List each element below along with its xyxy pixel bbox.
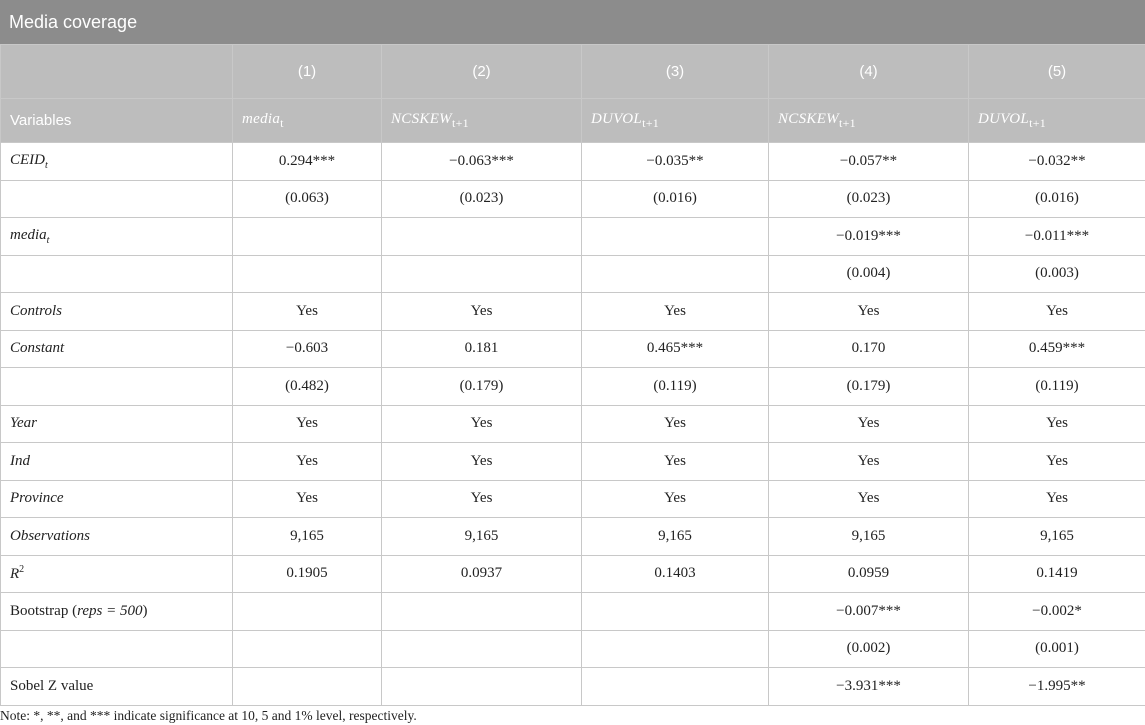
table-row bbox=[1, 593, 1145, 631]
column-name: media$_t$ bbox=[233, 99, 382, 143]
column-number: (2) bbox=[382, 45, 582, 99]
row-label bbox=[1, 630, 233, 668]
table-cell: Yes bbox=[382, 480, 582, 518]
table-cell: 0.465*** bbox=[582, 330, 769, 368]
row-label: Year bbox=[1, 405, 233, 443]
row-label bbox=[1, 255, 233, 293]
table-cell: (0.001) bbox=[969, 630, 1145, 668]
table-cell: −0.603 bbox=[233, 330, 382, 368]
table-row bbox=[1, 668, 1145, 706]
row-label: Ind bbox=[1, 443, 233, 481]
table-cell: (0.016) bbox=[969, 180, 1145, 218]
row-label: Controls bbox=[1, 293, 233, 331]
table-cell: (0.023) bbox=[382, 180, 582, 218]
table-cell: 0.170 bbox=[769, 330, 969, 368]
table-row bbox=[1, 630, 1145, 668]
table-cell bbox=[382, 593, 582, 631]
table-cell bbox=[582, 668, 769, 706]
table-cell: Yes bbox=[233, 293, 382, 331]
table-cell: 0.1419 bbox=[969, 555, 1145, 593]
table-row bbox=[1, 518, 1145, 556]
row-label: Bootstrap (reps = 500) bbox=[1, 593, 233, 631]
row-label: Province bbox=[1, 480, 233, 518]
table-cell: (0.482) bbox=[233, 368, 382, 406]
table-cell: 0.181 bbox=[382, 330, 582, 368]
table-cell: (0.119) bbox=[582, 368, 769, 406]
table-cell: −3.931*** bbox=[769, 668, 969, 706]
table-cell: −0.035** bbox=[582, 143, 769, 181]
table-cell bbox=[582, 630, 769, 668]
table-row bbox=[1, 293, 1145, 331]
table-cell: (0.003) bbox=[969, 255, 1145, 293]
table-cell: Yes bbox=[233, 480, 382, 518]
table-cell: (0.004) bbox=[769, 255, 969, 293]
regression-table bbox=[0, 44, 1145, 706]
table-cell: 0.294*** bbox=[233, 143, 382, 181]
table-cell bbox=[382, 668, 582, 706]
row-label: Constant bbox=[1, 330, 233, 368]
table-cell: Yes bbox=[769, 480, 969, 518]
table-cell: −0.002* bbox=[969, 593, 1145, 631]
table-cell: Yes bbox=[769, 293, 969, 331]
table-cell: Yes bbox=[769, 443, 969, 481]
table-cell: (0.063) bbox=[233, 180, 382, 218]
column-name: $DUVOL_{t+1}$ bbox=[582, 99, 769, 143]
table-cell bbox=[582, 218, 769, 256]
column-number: (3) bbox=[582, 45, 769, 99]
table-row bbox=[1, 555, 1145, 593]
table-cell: 9,165 bbox=[969, 518, 1145, 556]
column-number: (1) bbox=[233, 45, 382, 99]
table-cell: Yes bbox=[969, 443, 1145, 481]
table-cell: Yes bbox=[382, 443, 582, 481]
table-cell: (0.002) bbox=[769, 630, 969, 668]
table-cell: Yes bbox=[582, 480, 769, 518]
table-cell: 0.1403 bbox=[582, 555, 769, 593]
table-row bbox=[1, 255, 1145, 293]
table-cell bbox=[382, 218, 582, 256]
table-cell: Yes bbox=[969, 293, 1145, 331]
table-cell bbox=[582, 593, 769, 631]
table-row bbox=[1, 143, 1145, 181]
row-label: $CEID_t$ bbox=[1, 143, 233, 181]
table-cell bbox=[382, 630, 582, 668]
table-row bbox=[1, 480, 1145, 518]
column-number: (5) bbox=[969, 45, 1145, 99]
table-cell: (0.016) bbox=[582, 180, 769, 218]
table-cell: Yes bbox=[382, 405, 582, 443]
row-label: Sobel Z value bbox=[1, 668, 233, 706]
table-row bbox=[1, 330, 1145, 368]
table-row bbox=[1, 180, 1145, 218]
table-cell: −0.007*** bbox=[769, 593, 969, 631]
table-cell: −0.019*** bbox=[769, 218, 969, 256]
table-body bbox=[1, 143, 1145, 706]
table-cell: Yes bbox=[582, 443, 769, 481]
column-name: $DUVOL_{t+1}$ bbox=[969, 99, 1145, 143]
table-row bbox=[1, 405, 1145, 443]
table-cell: (0.119) bbox=[969, 368, 1145, 406]
table-cell bbox=[233, 593, 382, 631]
table-cell bbox=[233, 255, 382, 293]
table-cell bbox=[233, 668, 382, 706]
table-cell: 9,165 bbox=[233, 518, 382, 556]
table-cell: Yes bbox=[582, 293, 769, 331]
table-cell: Yes bbox=[969, 480, 1145, 518]
header-row-names bbox=[1, 99, 1145, 143]
header-blank-cell bbox=[1, 45, 233, 99]
table-cell: Yes bbox=[969, 405, 1145, 443]
table-cell: −0.063*** bbox=[382, 143, 582, 181]
table-note: Note: *, **, and *** indicate significance at 10, 5 and 1% level, respectively. bbox=[0, 708, 417, 723]
table-cell: 0.0937 bbox=[382, 555, 582, 593]
table-cell: −0.057** bbox=[769, 143, 969, 181]
table-cell: Yes bbox=[233, 405, 382, 443]
table-cell: 0.1905 bbox=[233, 555, 382, 593]
table-cell: Yes bbox=[233, 443, 382, 481]
column-number: (4) bbox=[769, 45, 969, 99]
header-row-numbers bbox=[1, 45, 1145, 99]
table-cell bbox=[233, 218, 382, 256]
table-cell bbox=[582, 255, 769, 293]
table-cell: 9,165 bbox=[382, 518, 582, 556]
table-cell: 0.459*** bbox=[969, 330, 1145, 368]
table-cell: Yes bbox=[582, 405, 769, 443]
table-cell: −0.011*** bbox=[969, 218, 1145, 256]
table-cell bbox=[233, 630, 382, 668]
table-cell: (0.023) bbox=[769, 180, 969, 218]
row-label bbox=[1, 368, 233, 406]
table-cell: (0.179) bbox=[382, 368, 582, 406]
table-cell: −1.995** bbox=[969, 668, 1145, 706]
table-title: Media coverage bbox=[0, 0, 1145, 44]
row-label: media$_t$ bbox=[1, 218, 233, 256]
variables-header: Variables bbox=[1, 99, 233, 143]
table-cell: Yes bbox=[769, 405, 969, 443]
table-cell: (0.179) bbox=[769, 368, 969, 406]
table-cell: 9,165 bbox=[769, 518, 969, 556]
row-label bbox=[1, 180, 233, 218]
table-cell: 0.0959 bbox=[769, 555, 969, 593]
table-cell: Yes bbox=[382, 293, 582, 331]
table-row bbox=[1, 218, 1145, 256]
table-cell: 9,165 bbox=[582, 518, 769, 556]
table-cell: −0.032** bbox=[969, 143, 1145, 181]
table-row bbox=[1, 443, 1145, 481]
column-name: $NCSKEW_{t+1}$ bbox=[382, 99, 582, 143]
table-row bbox=[1, 368, 1145, 406]
row-label: Observations bbox=[1, 518, 233, 556]
table-cell bbox=[382, 255, 582, 293]
column-name: $NCSKEW_{t+1}$ bbox=[769, 99, 969, 143]
row-label: $R^2$ bbox=[1, 555, 233, 593]
